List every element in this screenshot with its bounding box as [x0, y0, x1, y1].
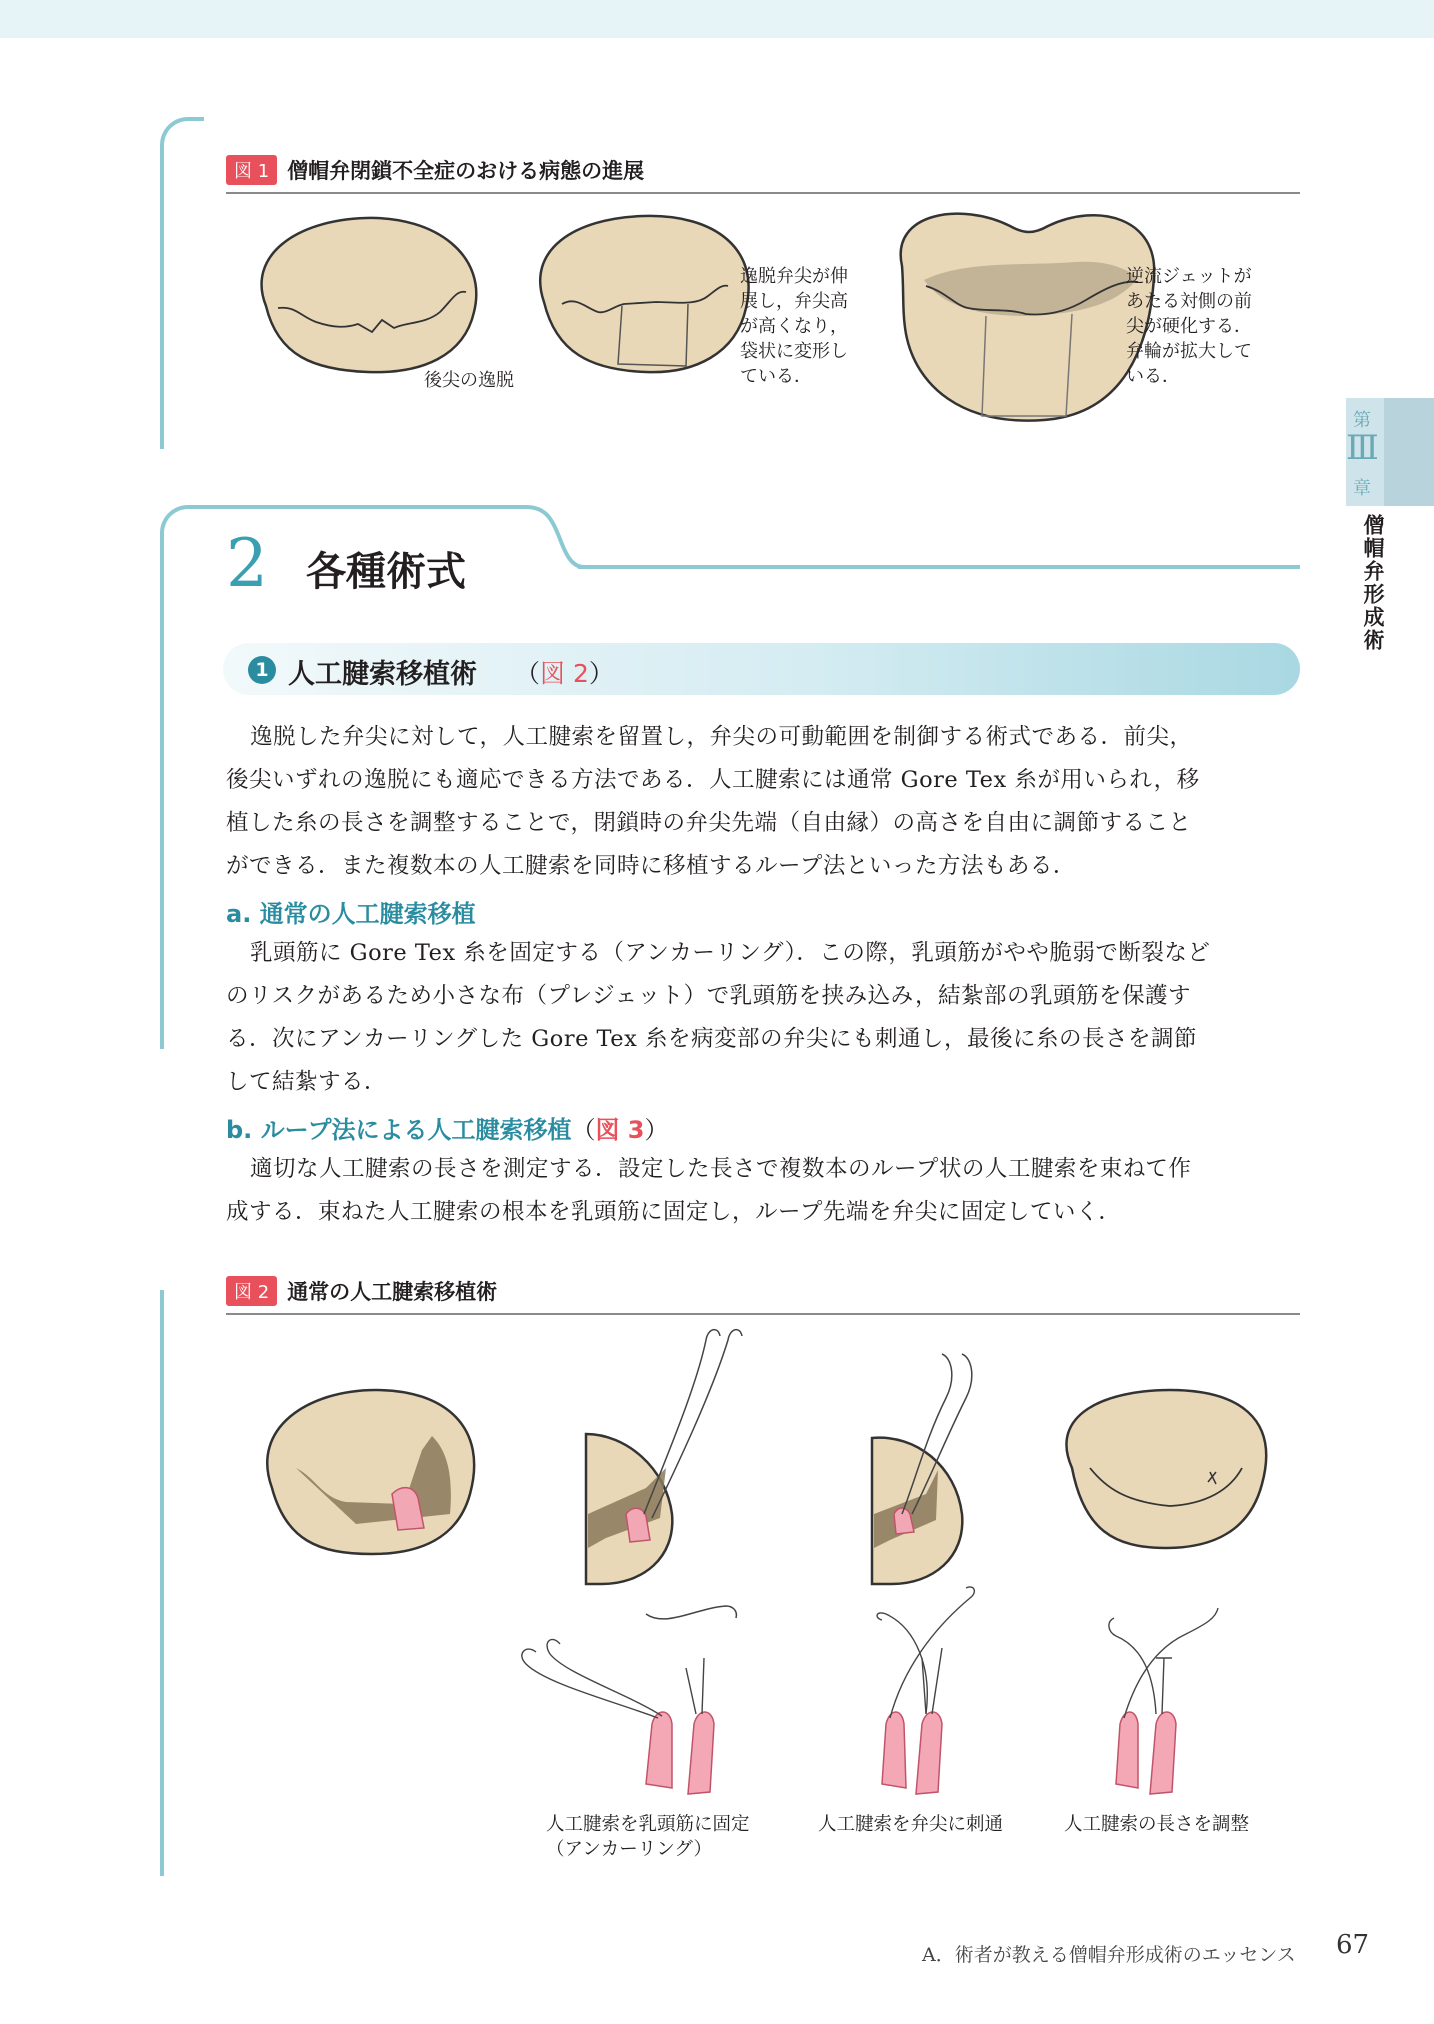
section-number: 2 — [226, 525, 268, 602]
figure1-label-3 — [1126, 264, 1252, 389]
section-title: 各種術式 — [306, 549, 466, 595]
chapter-prefix: 第 — [1353, 410, 1371, 431]
paragraph-3 — [226, 1148, 1300, 1234]
subsection-title: 人工腱索移植術 — [288, 659, 477, 690]
label3-line: 尖が硬化する． — [1126, 316, 1252, 337]
figure2-caption-2: 人工腱索を弁尖に刺通 — [818, 1814, 1004, 1835]
subsection-figure-ref: 図 2 — [540, 659, 589, 688]
figure2-rule — [226, 1313, 1300, 1315]
heading-b-text: b. ループ法による人工腱索移植 — [226, 1116, 572, 1144]
section-underline — [578, 565, 1300, 569]
heading-a: a. 通常の人工腱索移植 — [226, 900, 476, 928]
ref-paren: （ — [515, 659, 541, 688]
paragraph-line: 植した糸の長さを調整することで，閉鎖時の弁尖先端（自由縁）の高さを自由に調節すること — [226, 810, 1192, 836]
subsection-number: 1 — [248, 656, 276, 684]
label2-line: 逸脱弁尖が伸 — [740, 266, 848, 287]
heading-b-figure-ref: 図 3 — [595, 1116, 645, 1144]
fig2-penetrate-muscle — [877, 1587, 974, 1794]
figure1-tag: 図 1 — [226, 155, 277, 185]
figure2-caption-3: 人工腱索の長さを調整 — [1064, 1814, 1250, 1835]
paragraph-line: のリスクがあるため小さな布（プレジェット）で乳頭筋を挟み込み，結紮部の乳頭筋を保護す — [226, 983, 1191, 1009]
paragraph-line: 成する．束ねた人工腱索の根本を乳頭筋に固定し，ループ先端を弁尖に固定していく． — [226, 1199, 1122, 1225]
fig2-panel-anchoring-valve — [586, 1330, 742, 1584]
label2-line: が高くなり， — [740, 316, 848, 337]
paragraph-line: ができる．また複数本の人工腱索を同時に移植するループ法といった方法もある． — [226, 853, 1076, 879]
ref-paren: ） — [588, 659, 614, 688]
caption-line: 人工腱索を乳頭筋に固定 — [546, 1814, 750, 1835]
paragraph-1 — [226, 716, 1300, 888]
valve-stage2 — [540, 216, 748, 372]
ref-paren: ） — [644, 1116, 669, 1144]
caption-line: （アンカーリング） — [546, 1839, 712, 1860]
valve-stage1 — [262, 218, 477, 372]
figure2-tag: 図 2 — [226, 1276, 277, 1306]
paragraph-line: 乳頭筋に Gore Tex 糸を固定する（アンカーリング）．この際，乳頭筋がやや脆弱で断裂など — [250, 940, 1211, 966]
figure1-frame — [160, 117, 204, 449]
figure1-caption — [226, 156, 644, 184]
label2-line: 袋状に変形し — [740, 341, 848, 362]
paragraph-line: して結紮する． — [226, 1069, 388, 1095]
fig2-anchoring-muscle — [522, 1606, 737, 1794]
figure2-caption — [226, 1277, 497, 1305]
paragraph-2 — [226, 932, 1300, 1104]
running-footer: A．術者が教える僧帽弁形成術のエッセンス — [922, 1944, 1296, 1966]
chapter-title-vertical: 僧帽弁形成術 — [1361, 514, 1385, 652]
paragraph-line: る．次にアンカーリングした Gore Tex 糸を病変部の弁尖にも刺通し，最後に糸の長さを調節 — [226, 1026, 1197, 1052]
page-number: 67 — [1336, 1930, 1370, 1960]
paragraph-line: 後尖いずれの逸脱にも適応できる方法である．人工腱索には通常 Gore Tex 糸が用いられ，移 — [226, 767, 1200, 793]
figure1-rule — [226, 192, 1300, 194]
fig2-valve-prolapse — [267, 1390, 474, 1554]
fig2-panel-penetrate-valve — [872, 1354, 972, 1584]
valve-stage3 — [901, 214, 1155, 421]
label3-line: 弁輪が拡大して — [1126, 341, 1252, 362]
ref-paren: （ — [571, 1116, 596, 1144]
figure2-caption-1 — [546, 1812, 750, 1862]
figure1-title: 僧帽弁閉鎖不全症のおける病態の進展 — [287, 159, 645, 183]
paragraph-line: 逸脱した弁尖に対して，人工腱索を留置し，弁尖の可動範囲を制御する術式である．前尖， — [250, 724, 1193, 750]
subsection-ref — [515, 654, 614, 690]
chapter-tab — [1346, 398, 1434, 506]
label3-line: 逆流ジェットが — [1126, 266, 1252, 287]
figure2-illustration — [226, 1318, 1300, 1818]
label2-line: 展し，弁尖高 — [740, 291, 848, 312]
chapter-number: Ⅲ — [1346, 428, 1379, 468]
label2-line: ている． — [740, 366, 812, 387]
heading-b — [226, 1110, 669, 1145]
top-band — [0, 0, 1434, 38]
chapter-suffix: 章 — [1353, 478, 1371, 499]
figure1-label-2 — [740, 264, 848, 389]
section-frame-curve — [516, 505, 586, 569]
fig2-adjust-muscle — [1109, 1608, 1218, 1794]
chapter-tab-shade — [1384, 398, 1434, 506]
figure1-label-1: 後尖の逸脱 — [424, 370, 514, 391]
figure2-title: 通常の人工腱索移植術 — [287, 1280, 498, 1304]
figure2-frame — [160, 1290, 164, 1876]
paragraph-line: 適切な人工腱索の長さを測定する．設定した長さで複数本のループ状の人工腱索を束ねて作 — [250, 1156, 1192, 1182]
fig2-valve-repaired — [1066, 1390, 1266, 1548]
label3-line: あたる対側の前 — [1126, 291, 1252, 312]
label3-line: いる． — [1126, 366, 1180, 387]
